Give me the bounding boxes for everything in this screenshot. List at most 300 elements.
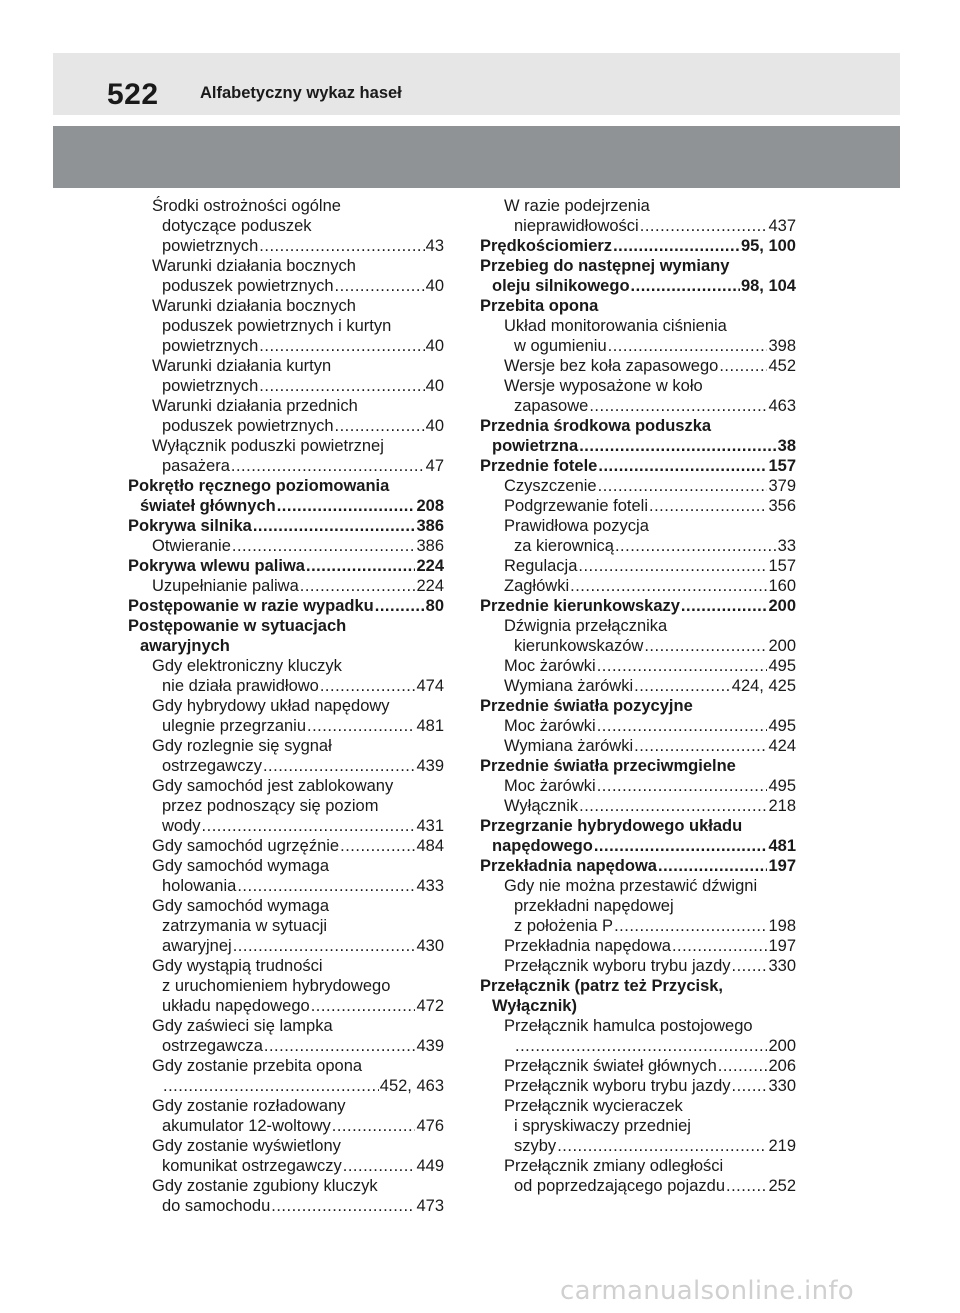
index-subentry	[480, 736, 796, 756]
dot-leader	[320, 676, 416, 696]
index-subentry	[480, 356, 796, 376]
entry-text: i spryskiwaczy przedniej	[514, 1117, 691, 1135]
page-reference: 481	[768, 837, 796, 855]
index-subentry	[128, 296, 444, 316]
dot-leader	[681, 596, 768, 616]
dot-leader	[340, 836, 415, 856]
index-subentry	[128, 816, 444, 836]
page-reference: 472	[416, 997, 444, 1015]
dot-leader	[306, 556, 415, 576]
entry-text: ostrzegawczy	[162, 757, 262, 775]
page-reference: 40	[425, 337, 444, 355]
index-subentry	[480, 316, 796, 336]
page-reference: 160	[768, 577, 796, 595]
dot-leader	[307, 716, 415, 736]
index-entry	[480, 756, 796, 776]
index-subentry	[480, 216, 796, 236]
page-reference: 198	[768, 917, 796, 935]
index-column-right	[480, 196, 796, 1196]
index-subentry	[480, 496, 796, 516]
page-reference: 80	[425, 597, 444, 615]
index-subentry	[480, 196, 796, 216]
entry-text: Gdy zostanie wyświetlony	[152, 1137, 341, 1155]
page-reference: 200	[768, 637, 796, 655]
index-entry	[480, 416, 796, 436]
entry-text: z uruchomieniem hybrydowego	[162, 977, 391, 995]
entry-text: Przekładnia napędowa	[480, 857, 657, 875]
page-reference: 495	[768, 717, 796, 735]
dot-leader	[658, 856, 767, 876]
dot-leader	[557, 1136, 767, 1156]
page-reference: 95, 100	[740, 237, 796, 255]
index-subentry	[480, 476, 796, 496]
entry-text: Wyłącznik poduszki powietrznej	[152, 437, 384, 455]
entry-text: nieprawidłowości	[514, 217, 639, 235]
dot-leader	[163, 1076, 379, 1096]
entry-text: Warunki działania kurtyn	[152, 357, 332, 375]
entry-text: Wymiana żarówki	[504, 737, 634, 755]
index-subentry	[480, 1096, 796, 1116]
dot-leader	[594, 836, 768, 856]
entry-text: Wyłącznik)	[492, 997, 577, 1015]
entry-text: Gdy rozlegnie się sygnał	[152, 737, 332, 755]
page-title: Alfabetyczny wykaz haseł	[200, 84, 402, 102]
page-reference: 47	[425, 457, 444, 475]
dot-leader	[597, 656, 768, 676]
entry-text: holowania	[162, 877, 237, 895]
page-reference: 386	[416, 517, 444, 535]
dot-leader	[579, 436, 776, 456]
dot-leader	[232, 536, 416, 556]
entry-text: Warunki działania bocznych	[152, 257, 356, 275]
entry-text: Przełącznik wyboru trybu jazdy	[504, 957, 731, 975]
entry-text: komunikat ostrzegawczy	[162, 1157, 342, 1175]
entry-text: przekładni napędowej	[514, 897, 674, 915]
index-subentry	[128, 216, 444, 236]
entry-text: przez podnoszący się poziom	[162, 797, 379, 815]
index-subentry	[480, 436, 796, 456]
index-subentry	[128, 976, 444, 996]
entry-text: Gdy wystąpią trudności	[152, 957, 323, 975]
dot-leader	[726, 1176, 767, 1196]
index-subentry	[128, 256, 444, 276]
index-subentry	[128, 1036, 444, 1056]
entry-text: do samochodu	[162, 1197, 271, 1215]
dot-leader	[613, 236, 740, 256]
page-reference: 356	[768, 497, 796, 515]
index-subentry	[128, 1176, 444, 1196]
index-subentry	[480, 916, 796, 936]
page-reference: 386	[416, 537, 444, 555]
section-band	[53, 126, 900, 188]
dot-leader	[515, 1036, 767, 1056]
page-reference: 449	[416, 1157, 444, 1175]
page-reference: 431	[416, 817, 444, 835]
entry-text: Prędkościomierz	[480, 237, 613, 255]
entry-text: powietrzna	[492, 437, 579, 455]
dot-leader	[597, 716, 768, 736]
entry-text: Przednia środkowa poduszka	[480, 417, 712, 435]
index-subentry	[128, 276, 444, 296]
entry-text: w ogumieniu	[514, 337, 607, 355]
index-subentry	[480, 396, 796, 416]
page-reference: 473	[416, 1197, 444, 1215]
page-reference: 495	[768, 657, 796, 675]
index-subentry	[128, 916, 444, 936]
dot-leader	[578, 556, 767, 576]
entry-text: Gdy samochód wymaga	[152, 857, 329, 875]
index-subentry	[128, 356, 444, 376]
index-subentry	[480, 1176, 796, 1196]
entry-text: układu napędowego	[162, 997, 310, 1015]
watermark: carmanualsonline.info	[560, 1276, 855, 1306]
index-subentry	[128, 1116, 444, 1136]
entry-text: świateł głównych	[140, 497, 276, 515]
page-reference: 379	[768, 477, 796, 495]
page-reference: 40	[425, 377, 444, 395]
dot-leader	[300, 576, 416, 596]
index-entry	[480, 856, 796, 876]
dot-leader	[375, 596, 425, 616]
entry-text: Przednie fotele	[480, 457, 598, 475]
index-subentry	[128, 436, 444, 456]
entry-text: awaryjnej	[162, 937, 232, 955]
index-subentry	[128, 1056, 444, 1076]
entry-text: powietrznych	[162, 377, 259, 395]
entry-text: Gdy elektroniczny kluczyk	[152, 657, 342, 675]
dot-leader	[335, 416, 425, 436]
dot-leader	[615, 536, 777, 556]
entry-text: Uzupełnianie paliwa	[152, 577, 299, 595]
entry-text: Przełącznik zmiany odległości	[504, 1157, 724, 1175]
entry-text: Zagłówki	[504, 577, 570, 595]
entry-text: Przednie kierunkowskazy	[480, 597, 680, 615]
page-reference: 452	[768, 357, 796, 375]
dot-leader	[608, 336, 768, 356]
entry-text: Gdy samochód wymaga	[152, 897, 329, 915]
index-entry	[128, 616, 444, 636]
entry-text: Przełącznik hamulca postojowego	[504, 1017, 753, 1035]
page-reference: 398	[768, 337, 796, 355]
index-subentry	[480, 376, 796, 396]
page-reference: 219	[768, 1137, 796, 1155]
index-subentry	[128, 856, 444, 876]
dot-leader	[719, 356, 767, 376]
index-entry	[480, 696, 796, 716]
dot-leader	[579, 796, 767, 816]
dot-leader	[233, 936, 416, 956]
entry-text: Postępowanie w sytuacjach	[128, 617, 347, 635]
entry-text: dotyczące poduszek	[162, 217, 312, 235]
index-entry	[480, 256, 796, 276]
index-subentry	[480, 636, 796, 656]
index-entry	[128, 516, 444, 536]
dot-leader	[343, 1156, 416, 1176]
index-subentry	[128, 496, 444, 516]
entry-text: wody	[162, 817, 201, 835]
index-subentry	[128, 576, 444, 596]
entry-text: nie działa prawidłowo	[162, 677, 319, 695]
page-reference: 40	[425, 277, 444, 295]
entry-text: Warunki działania przednich	[152, 397, 358, 415]
index-subentry	[128, 696, 444, 716]
page-reference: 495	[768, 777, 796, 795]
page-reference: 206	[768, 1057, 796, 1075]
index-subentry	[128, 896, 444, 916]
dot-leader	[253, 516, 416, 536]
entry-text: Moc żarówki	[504, 777, 596, 795]
entry-text: Przegrzanie hybrydowego układu	[480, 817, 743, 835]
dot-leader	[649, 496, 767, 516]
index-subentry	[480, 956, 796, 976]
index-column-left	[128, 196, 444, 1216]
entry-text: poduszek powietrznych	[162, 277, 334, 295]
entry-text: Wyłącznik	[504, 797, 579, 815]
entry-text: Czyszczenie	[504, 477, 597, 495]
dot-leader	[570, 576, 767, 596]
page-reference: 224	[416, 557, 444, 575]
entry-text: zatrzymania w sytuacji	[162, 917, 328, 935]
page-reference: 474	[416, 677, 444, 695]
entry-text: Przednie światła przeciwmgielne	[480, 757, 736, 775]
dot-leader	[264, 1036, 416, 1056]
dot-leader	[277, 496, 416, 516]
index-subentry	[480, 536, 796, 556]
index-subentry	[480, 1156, 796, 1176]
entry-text: Otwieranie	[152, 537, 231, 555]
dot-leader	[634, 676, 731, 696]
index-subentry	[128, 996, 444, 1016]
entry-text: Moc żarówki	[504, 657, 596, 675]
index-subentry	[128, 836, 444, 856]
entry-text: Gdy zostanie przebita opona	[152, 1057, 363, 1075]
entry-text: Gdy zostanie zgubiony kluczyk	[152, 1177, 378, 1195]
dot-leader	[259, 376, 424, 396]
page-reference: 439	[416, 1037, 444, 1055]
index-subentry	[480, 656, 796, 676]
page-reference: 433	[416, 877, 444, 895]
entry-text: od poprzedzającego pojazdu	[514, 1177, 725, 1195]
page-number: 522	[107, 78, 159, 111]
index-subentry	[480, 876, 796, 896]
page-reference: 218	[768, 797, 796, 815]
index-subentry	[128, 1096, 444, 1116]
entry-text: Przednie światła pozycyjne	[480, 697, 693, 715]
entry-text: Przełącznik (patrz też Przycisk,	[480, 977, 724, 995]
entry-text: Przełącznik świateł głównych	[504, 1057, 717, 1075]
entry-text: Układ monitorowania ciśnienia	[504, 317, 727, 335]
entry-text: Moc żarówki	[504, 717, 596, 735]
entry-text: Postępowanie w razie wypadku	[128, 597, 374, 615]
page-reference: 330	[768, 957, 796, 975]
index-subentry	[480, 576, 796, 596]
index-subentry	[480, 676, 796, 696]
page-reference: 224	[416, 577, 444, 595]
index-subentry	[128, 316, 444, 336]
page-reference: 252	[768, 1177, 796, 1195]
index-entry	[480, 236, 796, 256]
index-subentry	[128, 736, 444, 756]
entry-text: powietrznych	[162, 237, 259, 255]
index-subentry	[128, 1136, 444, 1156]
dot-leader	[311, 996, 416, 1016]
dot-leader	[259, 236, 424, 256]
dot-leader	[332, 1116, 416, 1136]
index-subentry	[128, 336, 444, 356]
entry-text: oleju silnikowego	[492, 277, 630, 295]
index-subentry	[480, 996, 796, 1016]
index-subentry	[128, 196, 444, 216]
dot-leader	[631, 276, 740, 296]
entry-text: Gdy hybrydowy układ napędowy	[152, 697, 390, 715]
index-subentry	[128, 956, 444, 976]
index-entry	[480, 596, 796, 616]
index-subentry	[128, 1196, 444, 1216]
entry-text: Pokrywa wlewu paliwa	[128, 557, 305, 575]
dot-leader	[732, 1076, 768, 1096]
index-entry	[480, 976, 796, 996]
index-subentry	[480, 556, 796, 576]
page-reference: 200	[768, 1037, 796, 1055]
entry-text: Warunki działania bocznych	[152, 297, 356, 315]
index-subentry	[128, 876, 444, 896]
entry-text: Prawidłowa pozycja	[504, 517, 649, 535]
index-subentry	[128, 656, 444, 676]
index-subentry	[128, 636, 444, 656]
index-entry	[480, 456, 796, 476]
page-reference: 424	[768, 737, 796, 755]
page-reference: 424, 425	[731, 677, 796, 695]
entry-text: Pokrywa silnika	[128, 517, 252, 535]
index-subentry	[480, 1136, 796, 1156]
index-subentry	[480, 936, 796, 956]
index-subentry	[128, 396, 444, 416]
entry-text: W razie podejrzenia	[504, 197, 650, 215]
entry-text: poduszek powietrznych i kurtyn	[162, 317, 392, 335]
index-subentry	[128, 1156, 444, 1176]
index-entry	[480, 296, 796, 316]
index-subentry	[128, 536, 444, 556]
dot-leader	[634, 736, 767, 756]
page-reference: 439	[416, 757, 444, 775]
page-reference: 157	[768, 557, 796, 575]
index-subentry	[128, 936, 444, 956]
entry-text: napędowego	[492, 837, 593, 855]
index-subentry	[480, 1076, 796, 1096]
dot-leader	[732, 956, 768, 976]
page-reference: 197	[768, 937, 796, 955]
page-reference: 463	[768, 397, 796, 415]
index-subentry	[480, 896, 796, 916]
entry-text: Gdy nie można przestawić dźwigni	[504, 877, 758, 895]
entry-text: poduszek powietrznych	[162, 417, 334, 435]
entry-text: z położenia P	[514, 917, 614, 935]
page-reference: 481	[416, 717, 444, 735]
entry-text: Gdy samochód jest zablokowany	[152, 777, 394, 795]
page-reference: 40	[425, 417, 444, 435]
entry-text: Wersje bez koła zapasowego	[504, 357, 719, 375]
page-reference: 200	[768, 597, 796, 615]
index-subentry	[128, 456, 444, 476]
entry-text: Przekładnia napędowa	[504, 937, 671, 955]
index-subentry	[128, 716, 444, 736]
dot-leader	[271, 1196, 415, 1216]
page-reference: 330	[768, 1077, 796, 1095]
page-reference: 208	[416, 497, 444, 515]
dot-leader	[598, 456, 767, 476]
index-subentry	[128, 1016, 444, 1036]
entry-text: ostrzegawcza	[162, 1037, 263, 1055]
index-entry	[128, 596, 444, 616]
entry-text: za kierownicą	[514, 537, 614, 555]
entry-text: Dźwignia przełącznika	[504, 617, 668, 635]
index-subentry	[128, 416, 444, 436]
page-reference: 38	[777, 437, 796, 455]
entry-text: Przebita opona	[480, 297, 599, 315]
index-subentry	[128, 776, 444, 796]
index-subentry	[480, 1016, 796, 1036]
dot-leader	[640, 216, 768, 236]
page-reference: 157	[768, 457, 796, 475]
index-subentry	[128, 1076, 444, 1096]
page-reference: 437	[768, 217, 796, 235]
index-subentry	[480, 716, 796, 736]
index-subentry	[128, 236, 444, 256]
index-subentry	[128, 756, 444, 776]
entry-text: szyby	[514, 1137, 557, 1155]
entry-text: Pokrętło ręcznego poziomowania	[128, 477, 390, 495]
dot-leader	[237, 876, 415, 896]
page-reference: 430	[416, 937, 444, 955]
entry-text: Środki ostrożności ogólne	[152, 197, 341, 215]
entry-text: Wymiana żarówki	[504, 677, 634, 695]
page-reference: 484	[416, 837, 444, 855]
dot-leader	[231, 456, 425, 476]
header-bar	[53, 53, 900, 115]
page-reference: 452, 463	[379, 1077, 444, 1095]
dot-leader	[614, 916, 767, 936]
index-subentry	[128, 676, 444, 696]
index-subentry	[128, 376, 444, 396]
page-reference: 98, 104	[740, 277, 796, 295]
index-subentry	[480, 836, 796, 856]
entry-text: zapasowe	[514, 397, 589, 415]
entry-text: kierunkowskazów	[514, 637, 644, 655]
dot-leader	[644, 636, 767, 656]
dot-leader	[335, 276, 425, 296]
entry-text: Regulacja	[504, 557, 578, 575]
page-reference: 33	[777, 537, 796, 555]
index-subentry	[128, 796, 444, 816]
dot-leader	[202, 816, 416, 836]
page-reference: 476	[416, 1117, 444, 1135]
dot-leader	[598, 476, 768, 496]
entry-text: Gdy zaświeci się lampka	[152, 1017, 333, 1035]
dot-leader	[597, 776, 768, 796]
page-reference: 197	[768, 857, 796, 875]
entry-text: Gdy zostanie rozładowany	[152, 1097, 346, 1115]
entry-text: ulegnie przegrzaniu	[162, 717, 307, 735]
index-subentry	[480, 796, 796, 816]
dot-leader	[589, 396, 767, 416]
entry-text: Wersje wyposażone w koło	[504, 377, 703, 395]
index-subentry	[480, 1116, 796, 1136]
entry-text: Przebieg do następnej wymiany	[480, 257, 730, 275]
index-subentry	[480, 776, 796, 796]
entry-text: awaryjnych	[140, 637, 230, 655]
entry-text: powietrznych	[162, 337, 259, 355]
dot-leader	[259, 336, 424, 356]
